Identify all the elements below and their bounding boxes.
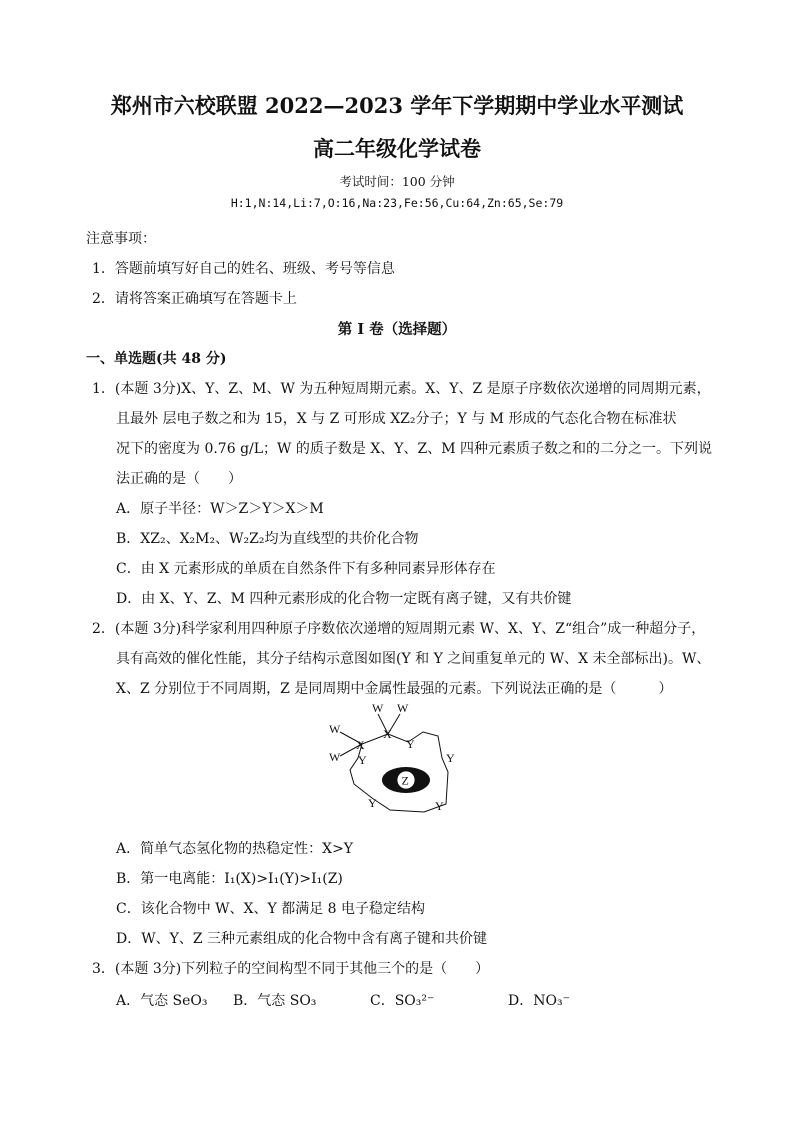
label-w-3: W — [329, 722, 341, 736]
q1-option-c: C．由 X 元素形成的单质在自然条件下有多种同素异形体存在 — [116, 561, 496, 577]
label-w-2: W — [397, 701, 409, 715]
q1-option-a: A．原子半径：W＞Z＞Y＞X＞M — [116, 501, 324, 517]
q2-option-c: C．该化合物中 W、X、Y 都满足 8 电子稳定结构 — [116, 901, 426, 917]
q3-stem: 3．(本题 3分)下列粒子的空间构型不同于其他三个的是（ ） — [92, 961, 490, 977]
q2-line-3: X、Z 分别位于不同周期，Z 是同周期中金属性最强的元素。下列说法正确的是（ ） — [116, 681, 673, 697]
exam-subtitle: 高二年级化学试卷 — [313, 136, 481, 161]
label-z: Z — [401, 773, 409, 788]
label-y-3: Y — [446, 751, 455, 765]
q1-option-b: B．XZ₂、X₂M₂、W₂Z₂均为直线型的共价化合物 — [116, 531, 419, 547]
q2-option-a: A．简单气态氢化物的热稳定性：X>Y — [116, 841, 354, 857]
label-w-1: W — [372, 701, 384, 715]
label-x-2: X — [356, 738, 365, 752]
label-y-5: Y — [435, 799, 444, 813]
label-x-1: X — [383, 727, 392, 741]
q1-line-2: 且最外 层电子数之和为 15，X 与 Z 可形成 XZ₂分子；Y 与 M 形成的气态化合物在标准状 — [116, 411, 677, 427]
q2-option-b: B．第一电离能：I₁(X)>I₁(Y)>I₁(Z) — [116, 871, 343, 887]
q2-line-2: 具有高效的催化性能，其分子结构示意图如图(Y 和 Y 之间重复单元的 W、X 未全部标出)。W、 — [116, 651, 711, 667]
part-title: 第 I 卷（选择题） — [337, 321, 457, 338]
q1-line-4: 法正确的是（ ） — [116, 471, 242, 487]
q3-option-a: A．气态 SeO₃ — [116, 993, 208, 1009]
label-y-1: Y — [406, 737, 415, 751]
q1-line-1: 1．(本题 3分)X、Y、Z、M、W 为五种短周期元素。X、Y、Z 是原子序数依次递增的同周期元素， — [92, 381, 711, 397]
supramolecule-diagram — [320, 700, 480, 830]
q3-option-b: B．气态 SO₃ — [233, 993, 317, 1009]
exam-title: 郑州市六校联盟 2022—2023 学年下学期期中学业水平测试 — [110, 93, 684, 118]
q2-option-d: D．W、Y、Z 三种元素组成的化合物中含有离子键和共价键 — [116, 931, 488, 947]
notes-heading: 注意事项： — [86, 231, 156, 247]
q3-option-d: D．NO₃⁻ — [508, 993, 570, 1009]
atomic-masses: H:1,N:14,Li:7,O:16,Na:23,Fe:56,Cu:64,Zn:65,Se:79 — [230, 196, 564, 210]
q2-line-1: 2．(本题 3分)科学家利用四种原子序数依次递增的短周期元素 W、X、Y、Z“组合”成一种超分子， — [92, 621, 706, 637]
note-item-1: 1．答题前填写好自己的姓名、班级、考号等信息 — [92, 261, 395, 277]
note-item-2: 2．请将答案正确填写在答题卡上 — [92, 291, 297, 307]
section-title: 一、单选题(共 48 分) — [86, 351, 227, 367]
exam-time: 考试时间：100 分钟 — [339, 174, 455, 189]
label-w-4: W — [329, 750, 341, 764]
label-y-2: Y — [358, 753, 367, 767]
q1-line-3: 况下的密度为 0.76 g/L；W 的质子数是 X、Y、Z、M 四种元素质子数之和的二分之一。下列说 — [116, 441, 713, 457]
q3-option-c: C．SO₃²⁻ — [370, 993, 435, 1009]
label-y-4: Y — [368, 796, 377, 810]
q1-option-d: D．由 X、Y、Z、M 四种元素形成的化合物一定既有离子键，又有共价键 — [116, 591, 572, 607]
